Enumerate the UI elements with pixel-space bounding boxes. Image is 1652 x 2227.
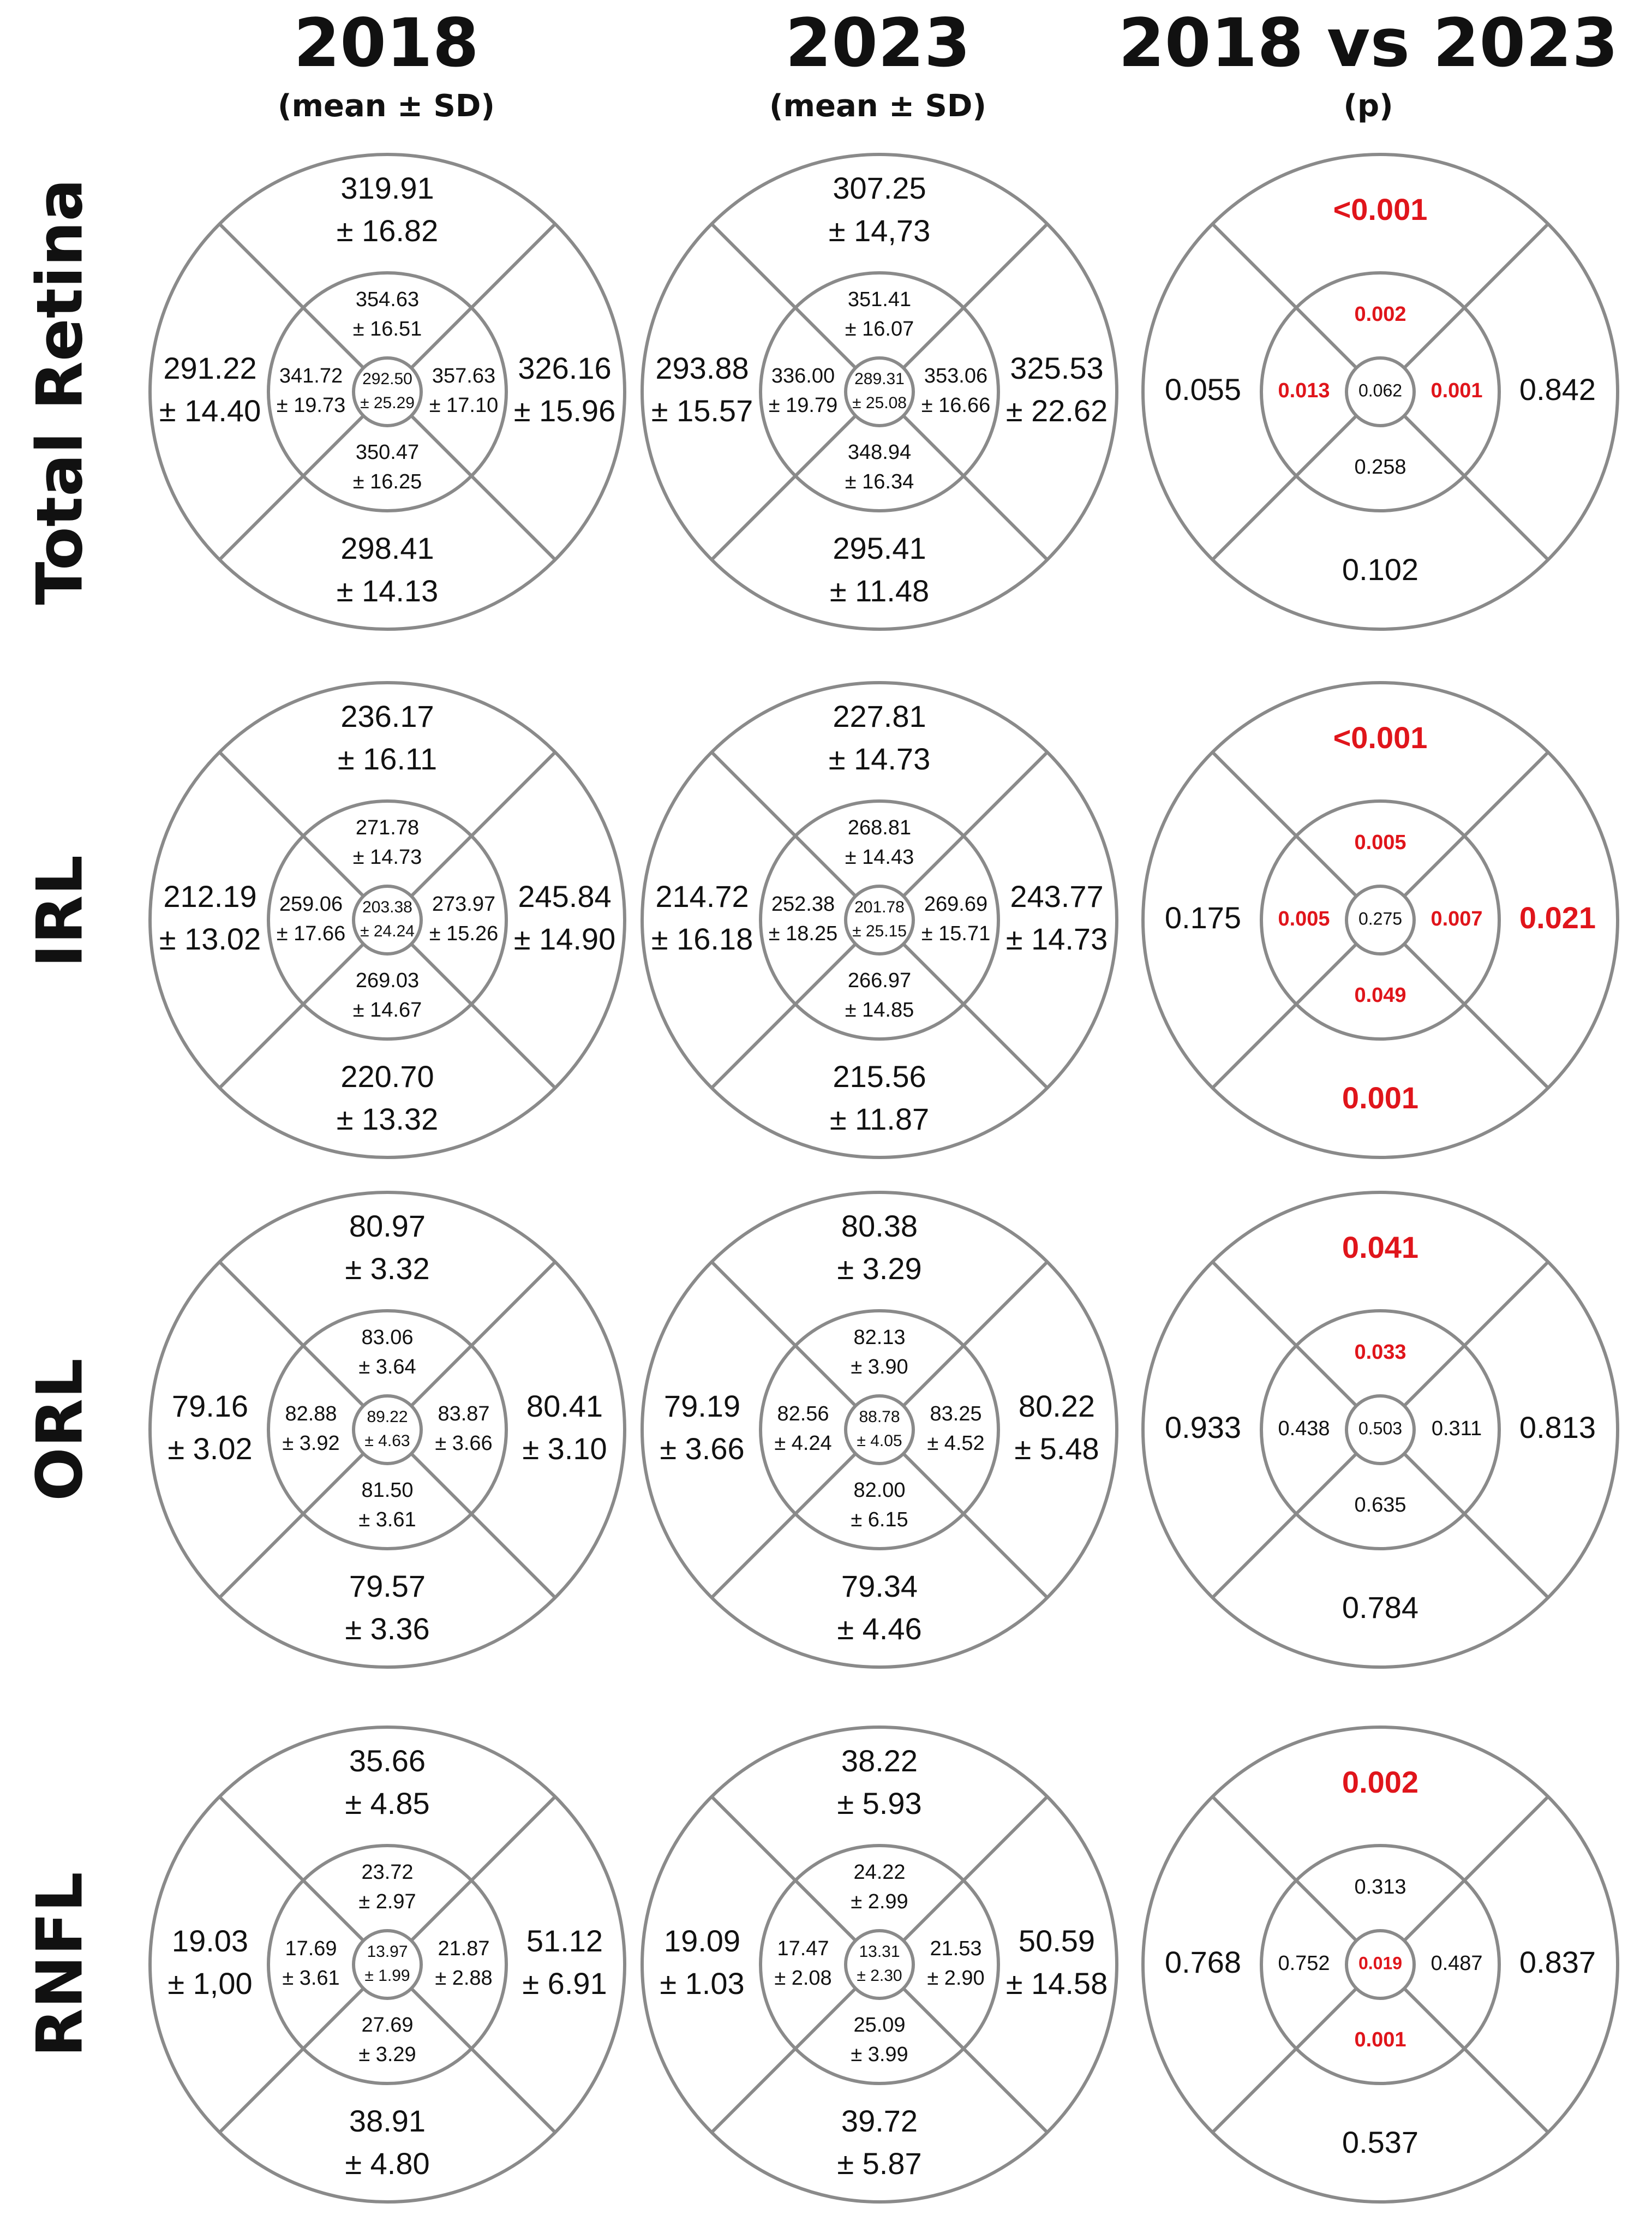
value-inner-bottom-mean: 27.69 bbox=[361, 2014, 414, 2037]
etdrs-grid-irl-y2023 bbox=[642, 683, 1117, 1157]
value-center-mean: 88.78 bbox=[859, 1407, 900, 1426]
value-center-sd: ± 2.30 bbox=[857, 1966, 902, 1985]
value-inner-top-sd: ± 2.97 bbox=[358, 1890, 416, 1914]
column-title: 2023 bbox=[785, 4, 971, 82]
value-inner-left-sd: ± 2.08 bbox=[774, 1967, 832, 1990]
value-outer-bottom-sd: ± 11.87 bbox=[829, 1101, 930, 1136]
value-outer-bottom-mean: 79.34 bbox=[841, 1568, 918, 1603]
etdrs-grid-orl-y2023 bbox=[642, 1192, 1117, 1667]
sector-divider bbox=[411, 1454, 555, 1598]
sector-divider bbox=[219, 1262, 363, 1406]
sector-divider bbox=[1212, 752, 1356, 896]
sector-divider bbox=[219, 1454, 363, 1598]
row-label-orl: ORL bbox=[23, 1358, 97, 1501]
value-outer-top-mean: 307.25 bbox=[833, 170, 926, 205]
value-outer-left-sd: ± 14.40 bbox=[159, 393, 261, 428]
value-outer-right-sd: ± 14.73 bbox=[1005, 921, 1108, 956]
value-outer-top-sd: ± 14.73 bbox=[828, 741, 931, 776]
column-title: 2018 vs 2023 bbox=[1118, 4, 1619, 82]
value-center: 0.275 bbox=[1358, 909, 1403, 929]
value-inner-left-sd: ± 3.92 bbox=[282, 1432, 340, 1455]
value-center-mean: 292.50 bbox=[362, 369, 412, 388]
value-inner-bottom-sd: ± 16.25 bbox=[352, 470, 422, 494]
value-center: 0.062 bbox=[1358, 380, 1403, 401]
value-outer-left: 0.933 bbox=[1164, 1410, 1242, 1444]
value-center-mean: 13.31 bbox=[859, 1942, 900, 1961]
value-inner-bottom-sd: ± 3.61 bbox=[358, 1508, 416, 1532]
value-inner-right: 0.487 bbox=[1430, 1952, 1483, 1975]
value-inner-left-sd: ± 19.73 bbox=[276, 394, 346, 417]
value-inner-right: 0.001 bbox=[1430, 379, 1483, 403]
value-outer-bottom-mean: 39.72 bbox=[841, 2103, 918, 2138]
value-inner-bottom: 0.001 bbox=[1354, 2028, 1406, 2052]
value-outer-bottom: 0.102 bbox=[1342, 552, 1419, 587]
value-inner-right-mean: 21.53 bbox=[930, 1937, 982, 1961]
value-inner-right-sd: ± 4.52 bbox=[927, 1432, 985, 1455]
etdrs-grid-rnfl-y2018 bbox=[150, 1727, 625, 2202]
value-outer-bottom-sd: ± 4.46 bbox=[837, 1611, 922, 1646]
value-inner-right-mean: 273.97 bbox=[432, 893, 496, 916]
value-inner-top-sd: ± 14.43 bbox=[845, 846, 914, 869]
value-outer-top: 0.041 bbox=[1342, 1229, 1419, 1264]
value-outer-bottom-sd: ± 5.87 bbox=[837, 2146, 922, 2181]
value-inner-top-mean: 271.78 bbox=[355, 816, 420, 840]
value-outer-right-mean: 80.41 bbox=[526, 1388, 603, 1423]
value-outer-right-sd: ± 6.91 bbox=[522, 1966, 607, 2001]
value-outer-top-sd: ± 16.82 bbox=[336, 213, 439, 248]
value-inner-right-mean: 83.25 bbox=[930, 1402, 982, 1426]
value-center-sd: ± 4.63 bbox=[364, 1431, 410, 1450]
value-inner-left-mean: 259.06 bbox=[279, 893, 343, 916]
value-outer-bottom: 0.001 bbox=[1342, 1080, 1419, 1115]
value-outer-left-sd: ± 15.57 bbox=[651, 393, 753, 428]
value-inner-right-mean: 21.87 bbox=[438, 1937, 490, 1961]
value-outer-right: 0.837 bbox=[1519, 1944, 1596, 1979]
value-inner-right-mean: 353.06 bbox=[924, 365, 988, 388]
value-outer-left-mean: 214.72 bbox=[655, 879, 749, 914]
value-outer-right-mean: 245.84 bbox=[518, 879, 612, 914]
sector-divider bbox=[411, 1262, 555, 1406]
value-inner-left: 0.752 bbox=[1278, 1952, 1330, 1975]
value-outer-top-mean: 227.81 bbox=[833, 698, 926, 733]
value-outer-right-mean: 51.12 bbox=[526, 1923, 603, 1958]
value-outer-top: <0.001 bbox=[1333, 720, 1428, 755]
sector-divider bbox=[903, 1262, 1048, 1406]
row-label-irl: IRL bbox=[23, 855, 97, 968]
value-outer-right-sd: ± 14.90 bbox=[513, 921, 616, 956]
value-outer-bottom-sd: ± 14.13 bbox=[336, 573, 439, 608]
value-outer-bottom-mean: 298.41 bbox=[340, 530, 434, 565]
value-inner-left-mean: 341.72 bbox=[279, 365, 343, 388]
value-inner-right-sd: ± 15.71 bbox=[921, 922, 991, 946]
value-inner-right: 0.007 bbox=[1430, 907, 1483, 931]
column-subtitle: (mean ± SD) bbox=[769, 88, 986, 124]
center-ring bbox=[846, 1931, 913, 1998]
value-outer-bottom-mean: 38.91 bbox=[349, 2103, 426, 2138]
value-outer-top-sd: ± 5.93 bbox=[837, 1786, 922, 1820]
value-center-mean: 289.31 bbox=[854, 369, 905, 388]
etdrs-grid-rnfl-y2023 bbox=[642, 1727, 1117, 2202]
center-ring bbox=[846, 358, 913, 426]
etdrs-grid-irl-y2018 bbox=[150, 683, 625, 1157]
value-inner-left: 0.438 bbox=[1278, 1417, 1330, 1441]
value-inner-bottom-mean: 81.50 bbox=[361, 1479, 414, 1502]
value-inner-bottom-mean: 350.47 bbox=[355, 441, 420, 464]
etdrs-grid-total-retina-y2023 bbox=[642, 154, 1117, 629]
sector-divider bbox=[1212, 224, 1356, 368]
value-center-sd: ± 25.15 bbox=[852, 922, 907, 940]
value-center-mean: 203.38 bbox=[362, 898, 412, 916]
value-inner-right-sd: ± 2.90 bbox=[927, 1967, 985, 1990]
value-outer-left-sd: ± 16.18 bbox=[651, 921, 753, 956]
center-ring bbox=[846, 1396, 913, 1464]
value-outer-right-mean: 80.22 bbox=[1018, 1388, 1096, 1423]
value-inner-left-sd: ± 18.25 bbox=[768, 922, 838, 946]
value-inner-bottom: 0.049 bbox=[1354, 984, 1406, 1007]
sector-divider bbox=[1212, 1989, 1356, 2133]
value-center-mean: 13.97 bbox=[367, 1942, 408, 1961]
value-inner-top-sd: ± 14.73 bbox=[352, 846, 422, 869]
value-center-sd: ± 24.24 bbox=[360, 922, 415, 940]
value-outer-bottom: 0.784 bbox=[1342, 1590, 1419, 1625]
value-outer-left-mean: 19.09 bbox=[663, 1923, 741, 1958]
value-inner-top: 0.002 bbox=[1354, 303, 1406, 326]
value-inner-right-sd: ± 2.88 bbox=[435, 1967, 493, 1990]
value-outer-bottom-mean: 215.56 bbox=[833, 1059, 926, 1094]
value-inner-right-mean: 269.69 bbox=[924, 893, 988, 916]
value-inner-bottom-mean: 25.09 bbox=[853, 2014, 906, 2037]
value-inner-right-sd: ± 3.66 bbox=[435, 1432, 493, 1455]
value-outer-right: 0.842 bbox=[1519, 372, 1596, 407]
value-outer-top-mean: 35.66 bbox=[349, 1743, 426, 1778]
sector-divider bbox=[711, 1796, 855, 1941]
column-subtitle: (p) bbox=[1343, 88, 1393, 124]
value-outer-top-sd: ± 3.29 bbox=[837, 1251, 922, 1286]
value-outer-top-mean: 236.17 bbox=[340, 698, 434, 733]
value-inner-right-sd: ± 16.66 bbox=[921, 394, 991, 417]
value-inner-top-mean: 23.72 bbox=[361, 1861, 414, 1884]
value-inner-left-mean: 82.88 bbox=[285, 1402, 337, 1426]
sector-divider bbox=[1212, 416, 1356, 560]
value-outer-top: <0.001 bbox=[1333, 192, 1428, 226]
value-inner-left-sd: ± 4.24 bbox=[774, 1432, 832, 1455]
value-outer-right: 0.813 bbox=[1519, 1410, 1596, 1444]
sector-divider bbox=[1212, 1262, 1356, 1406]
value-outer-bottom: 0.537 bbox=[1342, 2124, 1419, 2159]
value-inner-top-mean: 354.63 bbox=[355, 288, 420, 312]
value-outer-bottom-mean: 220.70 bbox=[340, 1059, 434, 1094]
value-inner-bottom-mean: 269.03 bbox=[355, 969, 420, 993]
etdrs-grid-orl-y2018 bbox=[150, 1192, 625, 1667]
value-inner-top-sd: ± 16.51 bbox=[352, 318, 422, 341]
value-inner-left-sd: ± 17.66 bbox=[276, 922, 346, 946]
value-outer-right-mean: 243.77 bbox=[1010, 879, 1104, 914]
sector-divider bbox=[1212, 1796, 1356, 1941]
value-inner-top-mean: 351.41 bbox=[847, 288, 912, 312]
value-outer-left-mean: 212.19 bbox=[163, 879, 257, 914]
value-inner-left-mean: 17.69 bbox=[285, 1937, 337, 1961]
value-outer-left: 0.768 bbox=[1164, 1944, 1242, 1979]
center-ring bbox=[846, 886, 913, 954]
value-center-mean: 89.22 bbox=[367, 1407, 408, 1426]
etdrs-grid-rnfl-p bbox=[1143, 1727, 1618, 2202]
column-subtitle: (mean ± SD) bbox=[278, 88, 495, 124]
value-inner-bottom-sd: ± 3.99 bbox=[851, 2043, 908, 2067]
value-inner-right: 0.311 bbox=[1431, 1417, 1482, 1441]
value-outer-left-sd: ± 3.02 bbox=[167, 1431, 253, 1466]
value-inner-top: 0.033 bbox=[1354, 1341, 1406, 1364]
row-label-total-retina: Total Retina bbox=[23, 178, 97, 605]
etdrs-grid-total-retina-p bbox=[1143, 154, 1618, 629]
sector-divider bbox=[1212, 944, 1356, 1088]
value-inner-right-sd: ± 15.26 bbox=[429, 922, 499, 946]
value-outer-left-mean: 79.19 bbox=[663, 1388, 741, 1423]
value-inner-top-mean: 82.13 bbox=[853, 1326, 906, 1350]
value-center-sd: ± 25.08 bbox=[852, 393, 907, 412]
value-outer-top: 0.002 bbox=[1342, 1764, 1419, 1799]
value-outer-left-sd: ± 3.66 bbox=[660, 1431, 745, 1466]
row-label-rnfl: RNFL bbox=[23, 1872, 97, 2057]
value-center-sd: ± 4.05 bbox=[857, 1431, 902, 1450]
value-inner-top-sd: ± 3.64 bbox=[358, 1356, 416, 1379]
value-outer-bottom-sd: ± 11.48 bbox=[829, 573, 930, 608]
value-outer-left-mean: 293.88 bbox=[655, 350, 749, 385]
value-outer-right-sd: ± 3.10 bbox=[522, 1431, 607, 1466]
value-center: 0.019 bbox=[1358, 1953, 1403, 1973]
value-inner-bottom-mean: 82.00 bbox=[853, 1479, 906, 1502]
value-outer-top-mean: 38.22 bbox=[841, 1743, 918, 1778]
value-inner-top: 0.005 bbox=[1354, 831, 1406, 855]
sector-divider bbox=[411, 1796, 555, 1941]
value-center-mean: 201.78 bbox=[854, 898, 905, 916]
value-outer-right: 0.021 bbox=[1519, 900, 1596, 935]
center-ring bbox=[354, 886, 421, 954]
center-ring bbox=[354, 1931, 421, 1998]
value-outer-left-sd: ± 13.02 bbox=[159, 921, 261, 956]
value-outer-left: 0.175 bbox=[1164, 900, 1242, 935]
sector-divider bbox=[711, 1262, 855, 1406]
value-center: 0.503 bbox=[1358, 1418, 1403, 1438]
value-outer-right-mean: 325.53 bbox=[1010, 350, 1104, 385]
value-inner-left-mean: 82.56 bbox=[777, 1402, 829, 1426]
value-outer-right-sd: ± 5.48 bbox=[1014, 1431, 1099, 1466]
sector-divider bbox=[1212, 1454, 1356, 1598]
value-inner-top-sd: ± 3.90 bbox=[851, 1356, 908, 1379]
value-inner-bottom-mean: 348.94 bbox=[847, 441, 912, 464]
sector-divider bbox=[1404, 1796, 1548, 1941]
value-inner-top-sd: ± 16.07 bbox=[845, 318, 914, 341]
sector-divider bbox=[411, 1989, 555, 2133]
value-inner-top-mean: 83.06 bbox=[361, 1326, 414, 1350]
sector-divider bbox=[219, 1796, 363, 1941]
sector-divider bbox=[903, 1796, 1048, 1941]
value-inner-bottom: 0.635 bbox=[1354, 1494, 1406, 1517]
value-outer-bottom-sd: ± 13.32 bbox=[336, 1101, 439, 1136]
value-outer-right-sd: ± 22.62 bbox=[1005, 393, 1108, 428]
sector-divider bbox=[711, 1989, 855, 2133]
value-inner-top-sd: ± 2.99 bbox=[851, 1890, 908, 1914]
value-inner-left-sd: ± 3.61 bbox=[282, 1967, 340, 1990]
value-inner-right-mean: 83.87 bbox=[438, 1402, 490, 1426]
value-outer-top-sd: ± 3.32 bbox=[345, 1251, 430, 1286]
etdrs-grid-orl-p bbox=[1143, 1192, 1618, 1667]
value-inner-bottom-sd: ± 14.67 bbox=[352, 999, 422, 1022]
value-inner-right-sd: ± 17.10 bbox=[429, 394, 499, 417]
value-outer-top-sd: ± 14,73 bbox=[828, 213, 931, 248]
value-outer-left-mean: 79.16 bbox=[171, 1388, 249, 1423]
etdrs-grid-irl-p bbox=[1143, 683, 1618, 1157]
sector-divider bbox=[1404, 416, 1548, 560]
value-inner-top-mean: 268.81 bbox=[847, 816, 912, 840]
sector-divider bbox=[903, 1454, 1048, 1598]
value-inner-left-sd: ± 19.79 bbox=[768, 394, 838, 417]
value-inner-bottom-sd: ± 3.29 bbox=[358, 2043, 416, 2067]
value-inner-bottom-sd: ± 14.85 bbox=[845, 999, 914, 1022]
value-outer-top-mean: 80.38 bbox=[841, 1208, 918, 1243]
value-outer-left-sd: ± 1.03 bbox=[660, 1966, 745, 2001]
value-outer-bottom-sd: ± 4.80 bbox=[345, 2146, 430, 2181]
value-outer-bottom-mean: 295.41 bbox=[833, 530, 926, 565]
center-ring bbox=[354, 358, 421, 426]
value-outer-bottom-sd: ± 3.36 bbox=[345, 1611, 430, 1646]
value-outer-bottom-mean: 79.57 bbox=[349, 1568, 426, 1603]
sector-divider bbox=[219, 1989, 363, 2133]
sector-divider bbox=[711, 1454, 855, 1598]
value-center-sd: ± 25.29 bbox=[360, 393, 415, 412]
value-inner-left-mean: 336.00 bbox=[771, 365, 835, 388]
value-inner-top: 0.313 bbox=[1354, 1876, 1406, 1899]
sector-divider bbox=[903, 1989, 1048, 2133]
value-outer-right-mean: 326.16 bbox=[518, 350, 612, 385]
value-inner-bottom-sd: ± 16.34 bbox=[845, 470, 914, 494]
value-inner-bottom-mean: 266.97 bbox=[847, 969, 912, 993]
value-inner-left: 0.013 bbox=[1278, 379, 1330, 403]
value-inner-bottom-sd: ± 6.15 bbox=[851, 1508, 908, 1532]
value-outer-top-sd: ± 16.11 bbox=[337, 741, 438, 776]
value-outer-top-sd: ± 4.85 bbox=[345, 1786, 430, 1820]
sector-divider bbox=[1404, 1262, 1548, 1406]
value-center-sd: ± 1.99 bbox=[364, 1966, 410, 1985]
sector-divider bbox=[1404, 944, 1548, 1088]
etdrs-grid-total-retina-y2018 bbox=[150, 154, 625, 629]
sector-divider bbox=[1404, 752, 1548, 896]
value-inner-bottom: 0.258 bbox=[1354, 456, 1406, 479]
value-inner-left-mean: 17.47 bbox=[777, 1937, 829, 1961]
value-outer-left-mean: 19.03 bbox=[171, 1923, 249, 1958]
value-outer-left-sd: ± 1,00 bbox=[167, 1966, 253, 2001]
value-outer-top-mean: 80.97 bbox=[349, 1208, 426, 1243]
value-inner-left-mean: 252.38 bbox=[771, 893, 835, 916]
value-outer-top-mean: 319.91 bbox=[340, 170, 434, 205]
value-inner-left: 0.005 bbox=[1278, 907, 1330, 931]
sector-divider bbox=[1404, 1989, 1548, 2133]
value-inner-top-mean: 24.22 bbox=[853, 1861, 906, 1884]
value-inner-right-mean: 357.63 bbox=[432, 365, 496, 388]
value-outer-right-sd: ± 15.96 bbox=[513, 393, 616, 428]
center-ring bbox=[354, 1396, 421, 1464]
value-outer-left: 0.055 bbox=[1164, 372, 1242, 407]
value-outer-right-sd: ± 14.58 bbox=[1005, 1966, 1108, 2001]
value-outer-right-mean: 50.59 bbox=[1018, 1923, 1096, 1958]
sector-divider bbox=[1404, 1454, 1548, 1598]
sector-divider bbox=[1404, 224, 1548, 368]
value-outer-left-mean: 291.22 bbox=[163, 350, 257, 385]
column-title: 2018 bbox=[294, 4, 479, 82]
